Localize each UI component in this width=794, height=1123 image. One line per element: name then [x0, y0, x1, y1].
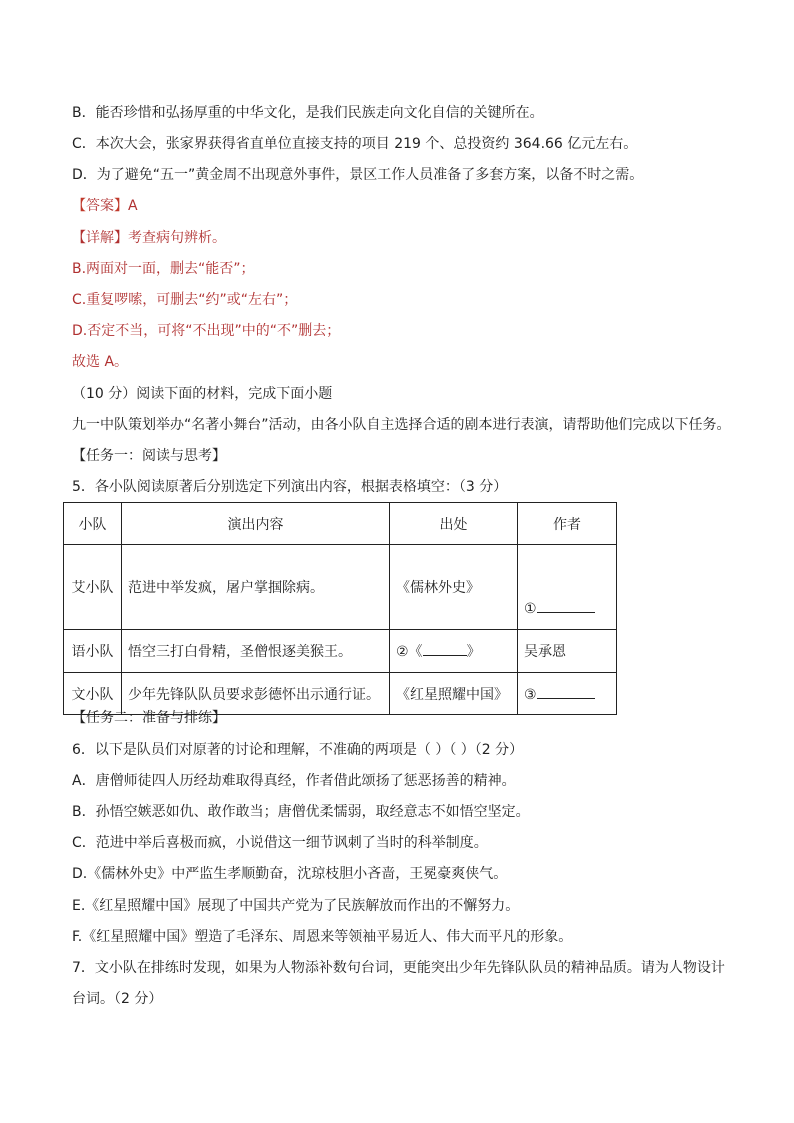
table-header-row: [64, 503, 617, 545]
header-source: 出处: [390, 503, 518, 545]
cell-source: 《红星照耀中国》: [390, 673, 518, 715]
q6-option-f: F.《红星照耀中国》塑造了毛泽东、周恩来等领袖平易近人、伟大而平凡的形象。: [72, 929, 573, 945]
q6-option-d: D.《儒林外史》中严监生孝顺勤奋，沈琼枝胆小吝啬，王冕豪爽侠气。: [72, 866, 508, 882]
detail-b: B.两面对一面，删去“能否”；: [72, 261, 255, 277]
cell-content: 少年先锋队队员要求彭德怀出示通行证。: [122, 673, 390, 715]
q6-option-a: A．唐僧师徒四人历经劫难取得真经，作者借此颂扬了惩恶扬善的精神。: [72, 773, 516, 789]
question-5: 5．各小队阅读原著后分别选定下列演出内容，根据表格填空：（3 分）: [72, 479, 508, 495]
answer-line: [72, 196, 138, 216]
cell-source: 《儒林外史》: [390, 545, 518, 630]
header-content: 演出内容: [122, 503, 390, 545]
blank-marker-3: ③: [524, 687, 537, 703]
answer-label-open: 【: [72, 198, 86, 214]
fill-blank-1[interactable]: [537, 598, 595, 613]
performance-table: [63, 502, 617, 715]
task1-heading: 【任务一：阅读与思考】: [72, 448, 226, 464]
answer-value: A: [128, 198, 138, 214]
cell-team: 艾小队: [64, 545, 122, 630]
cell-source-blank[interactable]: [390, 630, 518, 673]
detail-line: [72, 228, 226, 248]
header-team: 小队: [64, 503, 122, 545]
option-c-prev: C．本次大会，张家界获得省直单位直接支持的项目 219 个、总投资约 364.66 亿元左右。: [72, 136, 638, 152]
question-7-line1: 7．文小队在排练时发现，如果为人物添补数句台词，更能突出少年先锋队队员的精神品质。请为人物设计: [72, 960, 725, 976]
detail-text: 考查病句辨析。: [128, 230, 226, 246]
cell-author: 吴承恩: [518, 630, 617, 673]
detail-conclusion: 故选 A。: [72, 354, 129, 370]
cell-author-blank[interactable]: [518, 673, 617, 715]
section-intro: （10 分）阅读下面的材料，完成下面小题: [72, 386, 333, 402]
cell-content: 范进中举发疯，屠户掌掴除病。: [122, 545, 390, 630]
blank-marker-1: ①: [524, 601, 537, 617]
answer-label-close: 】: [114, 198, 128, 214]
detail-label: 详解: [86, 230, 114, 246]
task2-heading: 【任务二：准备与排练】: [72, 710, 226, 726]
header-author: 作者: [518, 503, 617, 545]
section-context: 九一中队策划举办“名著小舞台”活动，由各小队自主选择合适的剧本进行表演，请帮助他们完成以下任务。: [72, 417, 731, 433]
blank-close-2: 》: [466, 644, 481, 660]
option-d-prev: D．为了避免“五一”黄金周不出现意外事件，景区工作人员准备了多套方案，以备不时之需。: [72, 167, 644, 183]
detail-d: D.否定不当，可将“不出现”中的“不”删去；: [72, 323, 341, 339]
cell-author-blank[interactable]: [518, 545, 617, 630]
question-7-line2: 台词。（2 分）: [72, 991, 163, 1007]
q6-option-e: E.《红星照耀中国》展现了中国共产党为了民族解放而作出的不懈努力。: [72, 898, 520, 914]
fill-blank-3[interactable]: [537, 684, 595, 699]
answer-label: 答案: [86, 198, 114, 214]
detail-c: C.重复啰嗦，可删去“约”或“左右”；: [72, 292, 298, 308]
cell-team: 文小队: [64, 673, 122, 715]
q6-option-b: B．孙悟空嫉恶如仇、敢作敢当；唐僧优柔懦弱，取经意志不如悟空坚定。: [72, 804, 530, 820]
detail-label-open: 【: [72, 230, 86, 246]
detail-label-close: 】: [114, 230, 128, 246]
table-row: [64, 545, 617, 630]
cell-team: 语小队: [64, 630, 122, 673]
q6-option-c: C．范进中举后喜极而疯，小说借这一细节讽刺了当时的科举制度。: [72, 835, 488, 851]
question-6-stem: 6．以下是队员们对原著的讨论和理解，不准确的两项是（ ）（ ）（2 分）: [72, 742, 524, 758]
cell-content: 悟空三打白骨精，圣僧恨逐美猴王。: [122, 630, 390, 673]
blank-marker-2: ②《: [396, 644, 423, 660]
option-b-prev: B．能否珍惜和弘扬厚重的中华文化，是我们民族走向文化自信的关键所在。: [72, 105, 544, 121]
table-row: [64, 630, 617, 673]
fill-blank-2[interactable]: [423, 641, 467, 656]
